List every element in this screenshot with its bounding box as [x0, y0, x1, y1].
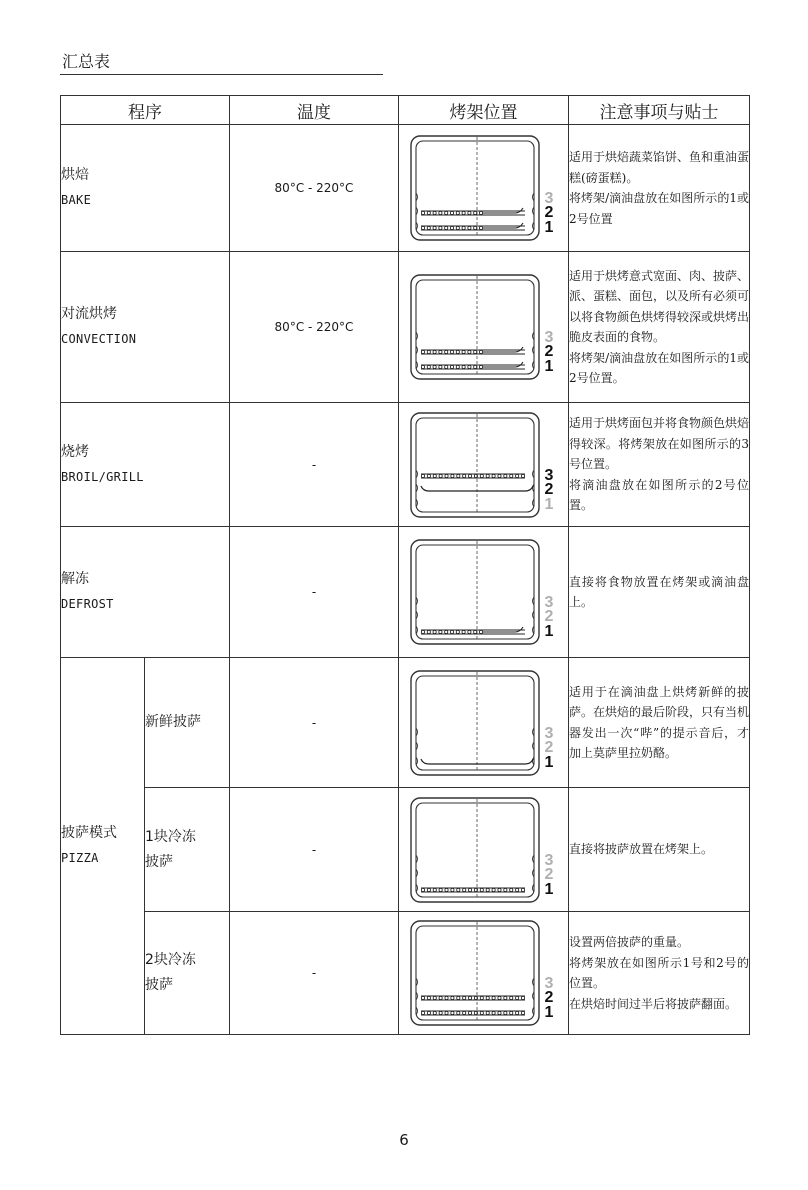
- rack-rod: [462, 996, 465, 999]
- rack-rod: [433, 350, 436, 353]
- tip-line: 将烤架放在如图所示1号和2号的位置。: [569, 955, 749, 990]
- rack-level-number: 3: [544, 594, 553, 611]
- program-name-en: CONVECTION: [61, 332, 137, 346]
- table-row: [61, 658, 750, 788]
- rack-rod: [438, 365, 441, 368]
- pizza-subtype-label: 披萨: [145, 977, 173, 993]
- rack-rod: [433, 888, 436, 891]
- summary-table: [60, 95, 750, 1035]
- rack-diagram-cell: [399, 125, 569, 252]
- rack-rod: [515, 996, 518, 999]
- rack-rod: [468, 996, 471, 999]
- rack-rod: [456, 1011, 459, 1014]
- rack-rod: [479, 226, 482, 229]
- rack-rod: [450, 211, 453, 214]
- rack-level-number: 3: [544, 724, 553, 742]
- tips-cell: [569, 658, 750, 788]
- title-underline: [60, 74, 383, 75]
- tip-line: 适用于烘烤面包并将食物颜色烘焙得较深。将烤架放在如图所示的3号位置。: [569, 416, 750, 472]
- rack-level-number: 1: [544, 1004, 553, 1021]
- program-name-cn: 解冻: [61, 571, 89, 587]
- pizza-subtype-label: 1块冷冻: [145, 828, 196, 845]
- rack-level-number: 1: [544, 623, 553, 640]
- rack-rod: [427, 365, 430, 368]
- rack-diagram-cell: [399, 403, 569, 527]
- rack-rod: [473, 630, 476, 633]
- rack-rod: [462, 888, 465, 891]
- tip-line: 直接将披萨放置在烤架上。: [569, 842, 714, 857]
- rack-rod: [427, 474, 430, 477]
- program-cell: [61, 125, 230, 252]
- rack-rod: [456, 630, 459, 633]
- rack-rod: [468, 888, 471, 891]
- rack-rod: [486, 1011, 489, 1014]
- rack-diagram-cell: [399, 252, 569, 403]
- temperature-range: -: [230, 912, 399, 1035]
- table-row: [61, 527, 750, 658]
- program-name-en: BAKE: [61, 193, 92, 207]
- temperature-range: -: [230, 788, 399, 912]
- rack-rod: [491, 996, 494, 999]
- rack-rod: [433, 630, 436, 633]
- oven-inner-cavity: [416, 676, 534, 770]
- rack-rod: [421, 365, 424, 368]
- rack-level-number: 2: [544, 738, 553, 756]
- rack-rod: [480, 1011, 483, 1014]
- rack-rod: [444, 888, 447, 891]
- rack-diagram-cell: [399, 527, 569, 658]
- tips-cell: [569, 403, 750, 527]
- rack-level-number: 2: [544, 608, 553, 625]
- rack-level-number: 3: [544, 190, 553, 207]
- rack-rod: [444, 226, 447, 229]
- rack-rod: [456, 996, 459, 999]
- program-cell: [61, 658, 145, 1035]
- rack-rod: [421, 474, 424, 477]
- program-cell: [61, 252, 230, 403]
- rack-rod: [421, 630, 424, 633]
- rack-rod: [462, 1011, 465, 1014]
- oven-outer-frame: [411, 798, 539, 902]
- rack-rod: [444, 350, 447, 353]
- program-name-cn: 对流烘烤: [61, 306, 117, 322]
- tip-line: 将烤架/滴油盘放在如图所示的1或2号位置: [569, 191, 749, 226]
- rack-level-number: 2: [544, 989, 553, 1006]
- program-name-cn: 披萨模式: [61, 825, 117, 841]
- temperature-range: -: [230, 403, 399, 527]
- rack-rod: [486, 888, 489, 891]
- rack-rod: [467, 365, 470, 368]
- program-name-cn: 烘焙: [61, 167, 89, 183]
- rack-level-number: 1: [544, 219, 553, 236]
- rack-rod: [421, 211, 424, 214]
- oven-inner-cavity: [416, 141, 534, 235]
- header-temperature: 温度: [230, 96, 399, 125]
- rack-rod: [509, 1011, 512, 1014]
- rack-rod: [450, 1011, 453, 1014]
- rack-rod: [462, 474, 465, 477]
- oven-rack-diagram: [409, 537, 559, 647]
- tip-line: 适用于烘焙蔬菜馅饼、鱼和重油蛋糕(磅蛋糕)。: [569, 150, 750, 185]
- rack-rod: [497, 474, 500, 477]
- pizza-subtype: [145, 788, 230, 912]
- page-number: 6: [399, 1131, 409, 1149]
- oven-rack-diagram: [409, 133, 559, 243]
- rack-rod: [444, 211, 447, 214]
- rack-rod: [515, 474, 518, 477]
- rack-rod: [497, 996, 500, 999]
- section-title: 汇总表: [62, 52, 111, 71]
- rack-rod: [509, 996, 512, 999]
- rack-rod: [450, 350, 453, 353]
- rack-rod: [421, 1011, 424, 1014]
- rack-rod: [421, 350, 424, 353]
- rack-rod: [486, 474, 489, 477]
- oven-inner-cavity: [416, 545, 534, 639]
- rack-rod: [439, 1011, 442, 1014]
- tip-line: 将滴油盘放在如图所示的2号位置。: [569, 477, 749, 513]
- oven-outer-frame: [411, 275, 539, 379]
- temperature-range: 80°C - 220°C: [230, 252, 399, 403]
- oven-outer-frame: [411, 671, 539, 775]
- table-row: [61, 403, 750, 527]
- rack-rod: [515, 888, 518, 891]
- rack-rod: [438, 350, 441, 353]
- rack-rod: [479, 630, 482, 633]
- rack-rod: [467, 211, 470, 214]
- table-header-row: [61, 96, 750, 125]
- rack-rod: [473, 365, 476, 368]
- rack-rod: [433, 1011, 436, 1014]
- rack-rod: [456, 226, 459, 229]
- rack-rod: [456, 888, 459, 891]
- tips-cell: [569, 788, 750, 912]
- rack-rod: [473, 350, 476, 353]
- rack-level-number: 2: [544, 343, 553, 360]
- rack-level-number: 1: [544, 358, 553, 375]
- rack-rod: [427, 888, 430, 891]
- tip-line: 直接将食物放置在烤架或滴油盘上。: [569, 574, 749, 609]
- rack-rod: [467, 350, 470, 353]
- rack-rod: [480, 888, 483, 891]
- oven-outer-frame: [411, 136, 539, 240]
- rack-rod: [479, 350, 482, 353]
- rack-rod: [515, 1011, 518, 1014]
- rack-rod: [439, 474, 442, 477]
- rack-rod: [444, 365, 447, 368]
- rack-rod: [521, 1011, 524, 1014]
- rack-rod: [480, 474, 483, 477]
- rack-rod: [421, 996, 424, 999]
- rack-rod: [473, 226, 476, 229]
- rack-rod: [444, 474, 447, 477]
- rack-rod: [444, 996, 447, 999]
- table-row: [61, 252, 750, 403]
- rack-rod: [450, 996, 453, 999]
- tip-line: 在烘焙时间过半后将披萨翻面。: [569, 996, 738, 1011]
- rack-rod: [427, 226, 430, 229]
- rack-rod: [479, 211, 482, 214]
- rack-rod: [468, 474, 471, 477]
- table-row: [61, 125, 750, 252]
- rack-rod: [444, 630, 447, 633]
- program-cell: [61, 403, 230, 527]
- rack-rod: [450, 365, 453, 368]
- rack-rod: [467, 630, 470, 633]
- rack-rod: [521, 996, 524, 999]
- rack-rod: [450, 888, 453, 891]
- rack-level-number: 3: [544, 329, 553, 346]
- rack-rod: [462, 630, 465, 633]
- rack-rod: [503, 474, 506, 477]
- oven-rack-diagram: [409, 668, 559, 778]
- rack-rod: [491, 1011, 494, 1014]
- rack-rod: [473, 211, 476, 214]
- rack-rod: [462, 226, 465, 229]
- rack-rod: [456, 350, 459, 353]
- rack-rod: [486, 996, 489, 999]
- rack-rod: [444, 1011, 447, 1014]
- rack-rod: [433, 474, 436, 477]
- rack-level-number: 1: [544, 880, 553, 898]
- rack-rod: [503, 1011, 506, 1014]
- rack-rod: [450, 474, 453, 477]
- temperature-range: 80°C - 220°C: [230, 125, 399, 252]
- rack-diagram-cell: [399, 658, 569, 788]
- rack-rod: [462, 365, 465, 368]
- rack-diagram-cell: [399, 912, 569, 1035]
- rack-rod: [421, 226, 424, 229]
- rack-rod: [462, 350, 465, 353]
- tip-line: 将烤架/滴油盘放在如图所示的1或2号位置。: [569, 350, 749, 385]
- oven-outer-frame: [411, 921, 539, 1025]
- rack-rod: [439, 996, 442, 999]
- pizza-subtype-label: 披萨: [145, 853, 173, 870]
- rack-rod: [468, 1011, 471, 1014]
- rack-rod: [433, 996, 436, 999]
- rack-rod: [450, 226, 453, 229]
- rack-rod: [456, 474, 459, 477]
- rack-level-number: 3: [544, 975, 553, 992]
- program-cell: [61, 527, 230, 658]
- oven-inner-cavity: [416, 926, 534, 1020]
- rack-rod: [479, 365, 482, 368]
- rack-rod: [427, 211, 430, 214]
- table-row: [61, 788, 750, 912]
- tips-cell: [569, 125, 750, 252]
- rack-rod: [438, 211, 441, 214]
- rack-rod: [509, 474, 512, 477]
- rack-rod: [438, 630, 441, 633]
- program-name-en: PIZZA: [61, 851, 99, 865]
- rack-level-number: 2: [544, 204, 553, 221]
- rack-rod: [480, 996, 483, 999]
- oven-rack-diagram: [409, 272, 559, 382]
- pizza-subtype: [145, 658, 230, 788]
- rack-level-number: 3: [544, 466, 553, 484]
- rack-rod: [497, 888, 500, 891]
- temperature-range: -: [230, 527, 399, 658]
- temperature-range: -: [230, 658, 399, 788]
- rack-rod: [521, 474, 524, 477]
- rack-rod: [462, 211, 465, 214]
- header-program: 程序: [61, 96, 230, 125]
- rack-rod: [438, 226, 441, 229]
- oven-rack-diagram: [409, 410, 559, 520]
- tips-cell: [569, 252, 750, 403]
- rack-level-number: 1: [544, 753, 553, 771]
- rack-level-number: 2: [544, 480, 553, 498]
- rack-rod: [427, 1011, 430, 1014]
- program-name-cn: 烧烤: [61, 443, 89, 460]
- rack-level-number: 2: [544, 865, 553, 883]
- tip-line: 适用于烘烤意式宽面、肉、披萨、派、蛋糕、面包，以及所有必须可以将食物颜色烘烤得较深或烘烤出脆皮表面的食物。: [569, 268, 750, 344]
- rack-rod: [521, 888, 524, 891]
- rack-rod: [497, 1011, 500, 1014]
- oven-inner-cavity: [416, 280, 534, 374]
- oven-rack-diagram: [409, 795, 559, 905]
- tip-line: 设置两倍披萨的重量。: [569, 935, 690, 949]
- rack-rod: [433, 365, 436, 368]
- rack-rod: [433, 211, 436, 214]
- rack-rod: [503, 996, 506, 999]
- rack-rod: [456, 365, 459, 368]
- oven-inner-cavity: [416, 803, 534, 897]
- header-tips: 注意事项与贴士: [569, 96, 750, 125]
- tips-cell: [569, 527, 750, 658]
- rack-rod: [491, 474, 494, 477]
- table-row: [61, 912, 750, 1035]
- pizza-subtype-label: 2块冷冻: [145, 952, 196, 968]
- rack-rod: [433, 226, 436, 229]
- oven-rack-diagram: [409, 918, 559, 1028]
- tips-cell: [569, 912, 750, 1035]
- tip-line: 适用于在滴油盘上烘烤新鲜的披萨。在烘焙的最后阶段，只有当机器发出一次“哔”的提示音后，才加上莫萨里拉奶酪。: [569, 684, 750, 760]
- pizza-subtype-label: 新鲜披萨: [145, 714, 201, 730]
- header-rack-position: 烤架位置: [399, 96, 569, 125]
- rack-rod: [450, 630, 453, 633]
- program-name-en: DEFROST: [61, 597, 114, 611]
- oven-outer-frame: [411, 413, 539, 517]
- rack-rod: [427, 630, 430, 633]
- pizza-subtype: [145, 912, 230, 1035]
- oven-inner-cavity: [416, 418, 534, 512]
- rack-rod: [427, 350, 430, 353]
- rack-level-number: 1: [544, 495, 553, 513]
- rack-diagram-cell: [399, 788, 569, 912]
- rack-rod: [427, 996, 430, 999]
- rack-rod: [421, 888, 424, 891]
- rack-rod: [467, 226, 470, 229]
- rack-level-number: 3: [544, 851, 553, 869]
- program-name-en: BROIL/GRILL: [61, 469, 144, 484]
- rack-rod: [439, 888, 442, 891]
- rack-rod: [456, 211, 459, 214]
- rack-rod: [491, 888, 494, 891]
- oven-outer-frame: [411, 540, 539, 644]
- rack-rod: [503, 888, 506, 891]
- rack-rod: [509, 888, 512, 891]
